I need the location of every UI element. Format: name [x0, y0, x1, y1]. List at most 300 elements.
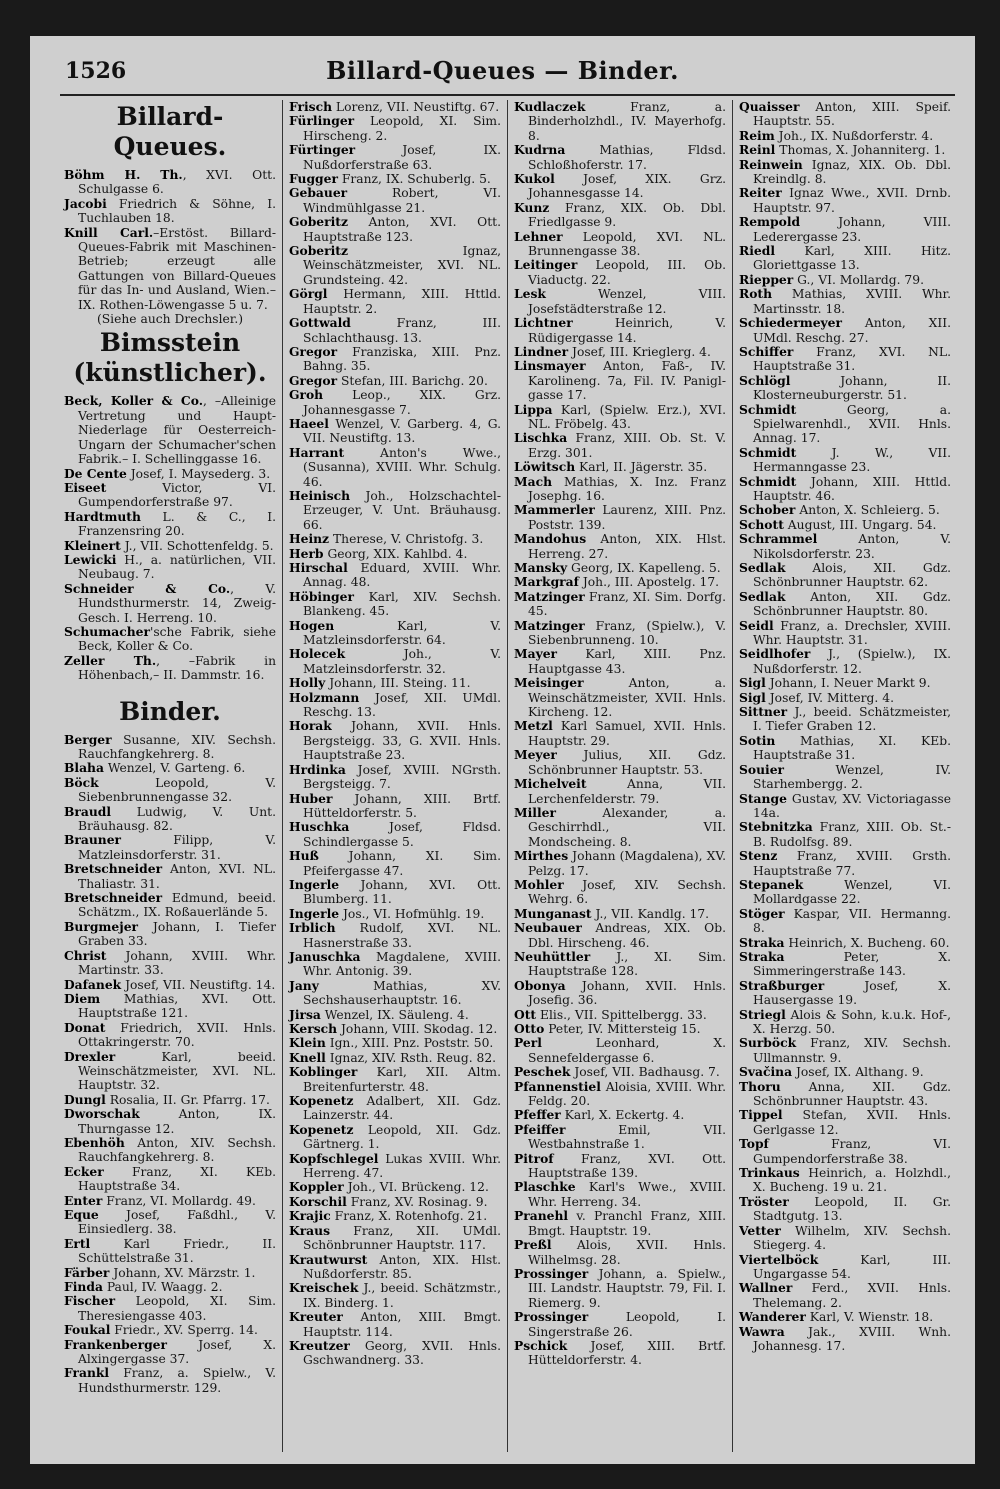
entry-details: Wenzel, IX. Säuleng. 4.: [320, 1007, 469, 1022]
directory-entry: [289, 100, 501, 114]
directory-entry: [64, 625, 276, 654]
entry-details: Peter, IV. Mittersteig 15.: [544, 1022, 701, 1036]
entry-name: Löwitsch: [514, 459, 576, 475]
entry-name: Miller: [514, 804, 556, 820]
directory-entry: [739, 590, 951, 619]
page-number: 1526: [65, 58, 127, 84]
entry-details: Joh., III. Apostelg. 17.: [578, 575, 720, 590]
entry-details: Franziska, XIII. Pnz. Bahng. 35.: [303, 344, 501, 374]
entry-details: Wenzel, V. Garberg. 4, G. VII. Neustiftg. 13.: [303, 416, 501, 446]
entry-details: Anton, XIX. Hlst. Herreng. 27.: [528, 532, 726, 561]
directory-entry: [289, 1051, 501, 1065]
column-1: [60, 100, 282, 1452]
entry-name: Heinz: [289, 531, 330, 547]
entry-details: Mathias, XVIII. Whr. Martinsstr. 18.: [753, 287, 951, 316]
entry-name: Rempold: [739, 214, 801, 230]
entry-name: Neuhüttler: [514, 948, 591, 964]
entry-details: Franz, XIII. Ob. St.-B. Rudolfsg. 89.: [753, 820, 951, 849]
entry-name: Mammerler: [514, 502, 595, 518]
directory-entry: [64, 805, 276, 834]
directory-entry: [64, 1194, 276, 1208]
entry-details: Jak., XVIII. Wnh. Johannesg. 17.: [753, 1324, 951, 1353]
entry-name: Obonya: [514, 977, 566, 993]
directory-entry: [64, 1208, 276, 1237]
directory-entry: [289, 532, 501, 546]
entry-details: G., VI. Mollardg. 79.: [793, 272, 924, 287]
directory-entry: [289, 691, 501, 720]
entry-details: Karl, XIII. Hitz. Gloriettgasse 13.: [753, 244, 951, 273]
directory-entry: [64, 862, 276, 891]
entry-name: Blaha: [64, 760, 104, 776]
directory-entry: [514, 647, 726, 676]
entry-name: Mach: [514, 473, 553, 489]
entry-name: Kreutzer: [289, 1337, 350, 1353]
entry-name: Koblinger: [289, 1064, 358, 1080]
directory-entry: [289, 1094, 501, 1123]
entry-details: Johann (Magdalena), XV. Pelzg. 17.: [528, 849, 726, 878]
entry-details: L. & C., I. Franzensring 20.: [78, 509, 276, 539]
entry-details: Johann, XVII. Hnls. Bergsteigg. 33, G. XVII. Hnls. Hauptstraße 23.: [303, 719, 501, 763]
directory-entry: [739, 287, 951, 316]
entry-name: Irblich: [289, 920, 336, 936]
directory-entry: [514, 201, 726, 230]
directory-entry: [739, 1137, 951, 1166]
directory-entry: [514, 172, 726, 201]
entry-details: Franz, XVI. NL. Hauptstraße 31.: [753, 344, 951, 374]
entry-name: Ecker: [64, 1163, 104, 1179]
entry-details: Anton, XIV. Sechsh. Rauchfangkehrerg. 8.: [78, 1135, 276, 1165]
directory-entry: [514, 575, 726, 589]
entry-details: Adalbert, XII. Gdz. Lainzerstr. 44.: [303, 1094, 501, 1123]
entry-details: Anton, XIX. Hlst. Nußdorferstr. 85.: [303, 1252, 501, 1281]
entry-details: Ign., XIII. Pnz. Poststr. 50.: [325, 1036, 494, 1051]
entry-details: August, III. Ungarg. 54.: [783, 517, 937, 532]
entry-name: Stange: [739, 790, 787, 806]
entry-name: Reim: [739, 127, 775, 143]
entry-name: Kopfschlegel: [289, 1150, 379, 1166]
directory-entry: [739, 532, 951, 561]
page-header: [30, 54, 975, 94]
entry-name: Schiffer: [739, 343, 794, 359]
entry-details: Josef, VII. Neustiftg. 14.: [121, 977, 276, 992]
entry-details: Karl, (Spielw. Erz.), XVI. NL. Fröbelg. 43.: [528, 402, 726, 431]
entry-details: , XVI. Ott. Schulgasse 6.: [78, 168, 276, 197]
entry-details: Robert, VI. Windmühlgasse 21.: [303, 186, 501, 215]
directory-entry: [739, 215, 951, 244]
directory-entry: [289, 979, 501, 1008]
entry-name: Wawra: [739, 1323, 785, 1339]
entry-name: Linsmayer: [514, 358, 586, 374]
entry-details: Josef, IX. Althang. 9.: [792, 1065, 924, 1080]
directory-entry: [289, 647, 501, 676]
entry-name: Kopenetz: [289, 1121, 354, 1137]
entry-name: Goberitz: [289, 243, 348, 259]
directory-entry: [64, 1093, 276, 1107]
directory-entry: [64, 761, 276, 775]
entry-details: Heinrich, a. Holzhdl., X. Bucheng. 19 u. 21.: [753, 1166, 951, 1195]
entry-name: Hirschal: [289, 560, 348, 575]
directory-entry: [514, 1339, 726, 1368]
directory-entry: [739, 1166, 951, 1195]
entry-name: Lewicki: [64, 551, 117, 567]
entry-name: Färber: [64, 1264, 110, 1280]
entry-details: Leopold, V. Siebenbrunnengasse 32.: [78, 775, 276, 805]
entry-details: Karl, XIV. Sechsh. Blankeng. 45.: [303, 589, 501, 619]
column-2: [282, 100, 507, 1452]
section-heading: Billard-Queues.: [113, 102, 227, 161]
directory-entry: [514, 460, 726, 474]
directory-entry: [289, 1253, 501, 1282]
directory-entry: [514, 287, 726, 316]
entry-details: Leopold, I. Singerstraße 26.: [528, 1310, 726, 1339]
entry-details: Karl, X. Eckertg. 4.: [560, 1108, 685, 1123]
entry-details: Johann, XI. Sim. Pfeifergasse 47.: [303, 849, 501, 878]
directory-entry: [64, 1280, 276, 1294]
entry-name: Wanderer: [739, 1309, 806, 1325]
entry-details: Mathias, Fldsd. Schloßhoferstr. 17.: [528, 143, 726, 172]
entry-name: Heinisch: [289, 487, 351, 503]
entry-name: Svačina: [739, 1064, 793, 1080]
directory-entry: [514, 316, 726, 345]
directory-entry: [514, 979, 726, 1008]
entry-details: Franz, XIX. Ob. Dbl. Friedlgasse 9.: [528, 200, 726, 230]
directory-entry: [514, 431, 726, 460]
directory-entry: [64, 467, 276, 481]
directory-entry: [739, 345, 951, 374]
column-4: [732, 100, 957, 1452]
entry-details: Hermann, XIII. Httld. Hauptstr. 2.: [303, 287, 501, 316]
directory-entry: [514, 1238, 726, 1267]
directory-entry: [289, 143, 501, 172]
directory-entry: [739, 763, 951, 792]
entry-name: Krajic: [289, 1208, 331, 1224]
directory-entry: [289, 1180, 501, 1194]
directory-entry: [739, 374, 951, 403]
entry-name: Riedl: [739, 243, 775, 259]
entry-details: Franz, a. Spielw., V. Hundsthurmerstr. 129.: [78, 1366, 276, 1395]
directory-entry: [64, 168, 276, 197]
directory-entry: [289, 1339, 501, 1368]
entry-name: Sittner: [739, 704, 788, 720]
directory-entry: [514, 1065, 726, 1079]
entry-name: Markgraf: [514, 574, 579, 590]
entry-details: Stefan, III. Barichg. 20.: [337, 373, 488, 388]
entry-name: Surböck: [739, 1035, 797, 1051]
entry-details: J. W., VII. Hermanngasse 23.: [753, 445, 951, 475]
entry-details: Mathias, XVI. Ott. Hauptstraße 121.: [78, 991, 276, 1021]
directory-entry: [514, 503, 726, 532]
entry-details: Joh., IX. Nußdorferstr. 4.: [774, 128, 934, 143]
directory-entry: [289, 1008, 501, 1022]
directory-entry: [514, 1267, 726, 1310]
entry-name: Ingerle: [289, 905, 340, 921]
directory-entry: [289, 1152, 501, 1181]
entry-details: Friedrich & Söhne, I. Tuchlauben 18.: [78, 196, 276, 226]
entry-details: Anton's Wwe., (Susanna), XVIII. Whr. Schulg. 46.: [303, 445, 501, 489]
directory-entry: [289, 489, 501, 532]
directory-entry: [64, 1323, 276, 1337]
directory-entry: [64, 1165, 276, 1194]
entry-name: Berger: [64, 731, 112, 747]
entry-name: Straka: [739, 934, 785, 950]
entry-name: Jirsa: [289, 1006, 321, 1022]
entry-name: Schmidt: [739, 444, 797, 460]
entry-details: Jos., VI. Hofmühlg. 19.: [339, 906, 485, 921]
entry-name: Perl: [514, 1035, 542, 1051]
entry-details: Franz, VI. Mollardg. 49.: [102, 1193, 256, 1208]
entry-name: Dworschak: [64, 1106, 140, 1122]
directory-entry: [289, 763, 501, 792]
entry-name: Ebenhöh: [64, 1134, 125, 1150]
entry-details: J., VII. Schottenfeldg. 5.: [120, 538, 274, 553]
directory-entry: [64, 197, 276, 226]
directory-entry: [64, 833, 276, 862]
directory-entry: [289, 1310, 501, 1339]
directory-entry: [739, 129, 951, 143]
entry-name: Klein: [289, 1035, 326, 1051]
entry-details: Victor, VI. Gumpendorferstraße 97.: [78, 480, 276, 510]
entry-name: Stenz: [739, 848, 778, 864]
entry-name: Lindner: [514, 343, 569, 359]
entry-details: Wenzel, IV. Starhembergg. 2.: [753, 762, 951, 792]
entry-details: Franz, VI. Gumpendorferstraße 38.: [753, 1137, 951, 1166]
directory-entry: [289, 878, 501, 907]
entry-name: Stöger: [739, 905, 785, 921]
entry-name: Schmidt: [739, 401, 797, 417]
cross-reference-note: (Siehe auch Drechsler.): [96, 312, 244, 327]
entry-details: Franz, IX. Schuberlg. 5.: [337, 172, 491, 187]
entry-details: Johann, XVIII. Whr. Martinstr. 33.: [78, 948, 276, 978]
entry-name: Neubauer: [514, 920, 582, 936]
entry-details: Johann, XVII. Hnls. Josefig. 36.: [528, 978, 726, 1008]
entry-details: Karl, V. Matzleinsdorferstr. 64.: [303, 618, 501, 648]
entry-name: Reinl: [739, 142, 776, 158]
directory-entry: [289, 446, 501, 489]
directory-entry: [514, 359, 726, 402]
directory-entry: [64, 553, 276, 582]
entry-details: Laurenz, XIII. Pnz. Poststr. 139.: [528, 503, 726, 532]
entry-details: Ignaz Wwe., XVII. Drnb. Hauptstr. 97.: [753, 186, 951, 215]
directory-entry: [289, 345, 501, 374]
entry-name: Riepper: [739, 271, 794, 287]
directory-entry: [739, 316, 951, 345]
entry-details: J., VII. Kandlg. 17.: [591, 906, 710, 921]
entry-details: Ignaz, XIX. Ob. Dbl. Kreindlg. 8.: [753, 157, 951, 187]
entry-name: Plaschke: [514, 1179, 576, 1195]
entry-name: Seidlhofer: [739, 646, 811, 662]
entry-details: Josef, III. Krieglerg. 4.: [568, 344, 711, 359]
directory-entry: [514, 1310, 726, 1339]
entry-details: Anna, VII. Lerchenfelderstr. 79.: [528, 777, 726, 806]
entry-details: Franz, XVIII. Grsth. Hauptstraße 77.: [753, 849, 951, 878]
directory-entry: [289, 676, 501, 690]
entry-details: Heinrich, V. Rüdigergasse 14.: [528, 316, 726, 345]
entry-name: Zeller Th.: [64, 652, 157, 668]
entry-details: Ignaz, Weinschätzmeister, XVI. NL. Grundsteing. 42.: [303, 244, 501, 287]
entry-details: Josef, Fldsd. Schindlergasse 5.: [303, 820, 501, 849]
entry-details: Joh., Holzschachtel-Erzeuger, V. Unt. Bräuhausg. 66.: [303, 488, 501, 532]
directory-entry: [289, 820, 501, 849]
entry-name: Michelveit: [514, 776, 587, 792]
entry-details: –Erstöst. Billard-Queues-Fabrik mit Maschinen-Betrieb; erzeugt alle Gattungen von Billard-Queues für das In- und Ausland, Wien.– IX. Rothen-Löwengasse 5 u. 7.: [78, 225, 276, 312]
entry-name: Meyer: [514, 747, 557, 763]
directory-entry: [289, 1195, 501, 1209]
entry-details: Leopold, XI. Sim. Hirscheng. 2.: [303, 114, 501, 143]
entry-details: Anton, XII. UMdl. Reschg. 27.: [753, 316, 951, 345]
directory-entry: [289, 950, 501, 979]
entry-details: Ludwig, V. Unt. Bräuhausg. 82.: [78, 804, 276, 834]
directory-entry: [514, 230, 726, 259]
directory-entry: [514, 475, 726, 504]
directory-entry: [514, 950, 726, 979]
entry-name: Mayer: [514, 646, 558, 662]
directory-entry: [739, 1325, 951, 1354]
directory-entry: [289, 417, 501, 446]
entry-name: Hardtmuth: [64, 508, 141, 524]
entry-name: Leitinger: [514, 257, 578, 273]
entry-name: Bretschneider: [64, 890, 163, 906]
entry-details: Leopold, II. Gr. Stadtgutg. 13.: [753, 1194, 951, 1224]
entry-details: Anton, XIII. Speif. Hauptstr. 55.: [753, 100, 951, 129]
entry-details: Aloisia, XVIII. Whr. Feldg. 20.: [528, 1079, 726, 1109]
entry-details: Leopold, III. Ob. Viaductg. 22.: [528, 258, 726, 287]
entry-details: Johann, a. Spielw., III. Landstr. Hauptstr. 79, Fil. I. Riemerg. 9.: [528, 1266, 726, 1310]
directory-entry: [739, 820, 951, 849]
entry-name: Knell: [289, 1049, 326, 1065]
directory-entry: [289, 1224, 501, 1253]
entry-name: Lippa: [514, 401, 553, 417]
entry-name: Straka: [739, 948, 785, 964]
directory-entry: [289, 215, 501, 244]
entry-name: Pfeiffer: [514, 1121, 566, 1137]
directory-entry: [739, 561, 951, 590]
entry-name: Kudlaczek: [514, 100, 586, 114]
entry-name: Lischka: [514, 430, 568, 446]
entry-details: Magdalene, XVIII. Whr. Antonig. 39.: [303, 949, 501, 979]
entry-details: 'sche Fabrik, siehe Beck, Koller & Co.: [78, 624, 276, 654]
directory-entry: [739, 878, 951, 907]
entry-details: Alois & Sohn, k.u.k. Hof-, X. Herzg. 50.: [753, 1007, 951, 1036]
directory-entry: [739, 244, 951, 273]
entry-details: Leonhard, X. Sennefeldergasse 6.: [528, 1036, 726, 1065]
directory-entry: [739, 158, 951, 187]
entry-details: Emil, VII. Westbahnstraße 1.: [528, 1122, 726, 1152]
directory-entry: [64, 1021, 276, 1050]
entry-details: Anton, V. Nikolsdorferstr. 23.: [753, 532, 951, 561]
directory-entry: [64, 1294, 276, 1323]
entry-name: Vetter: [739, 1222, 781, 1238]
directory-entry: [514, 1080, 726, 1109]
entry-details: Stefan, XVII. Hnls. Gerlgasse 12.: [753, 1108, 951, 1137]
directory-entry: [739, 734, 951, 763]
directory-entry: [64, 582, 276, 625]
directory-entry: [739, 1080, 951, 1109]
entry-name: Tippel: [739, 1107, 783, 1123]
entry-name: Mohler: [514, 876, 564, 892]
entry-details: Georg, a. Spielwarenhdl., XVII. Hnls. Annag. 17.: [753, 402, 951, 446]
directory-entry: [739, 1224, 951, 1253]
entry-details: Josef, XIX. Grz. Johannesgasse 14.: [528, 172, 726, 201]
directory-entry: [64, 920, 276, 949]
entry-name: Beck, Koller & Co.: [64, 393, 203, 409]
entry-name: Matzinger: [514, 617, 585, 633]
entry-details: Franz, (Spielw.), V. Siebenbrunneng. 10.: [528, 618, 726, 648]
entry-name: Schiedermeyer: [739, 315, 842, 331]
entry-details: Anna, XII. Gdz. Schönbrunner Hauptstr. 43.: [753, 1079, 951, 1109]
entry-name: Ertl: [64, 1235, 91, 1251]
directory-entry: [739, 1195, 951, 1224]
entry-details: Lorenz, VII. Neustiftg. 67.: [332, 100, 500, 114]
entry-details: Johann, XVI. Ott. Blumberg. 11.: [303, 877, 501, 907]
entry-name: Huber: [289, 790, 333, 806]
directory-entry: [739, 1036, 951, 1065]
entry-name: Lesk: [514, 286, 546, 302]
entry-name: Foukal: [64, 1322, 111, 1338]
entry-details: Susanne, XIV. Sechsh. Rauchfangkehrerg. 8.: [78, 732, 276, 761]
directory-entry: [64, 1266, 276, 1280]
directory-entry: [289, 1065, 501, 1094]
entry-name: Frankenberger: [64, 1336, 167, 1352]
entry-details: Karl, XII. Altm. Breitenfurterstr. 48.: [303, 1065, 501, 1094]
entry-name: Kudrna: [514, 142, 566, 158]
entry-name: Horak: [289, 718, 332, 734]
entry-name: Gregor: [289, 343, 338, 359]
entry-name: Fürlinger: [289, 113, 355, 129]
entry-name: Mirthes: [514, 848, 569, 864]
entry-name: Roth: [739, 286, 773, 302]
directory-entry: [289, 849, 501, 878]
entry-name: Kopenetz: [289, 1093, 354, 1109]
entry-details: Karl, beeid. Weinschätzmeister, XVI. NL. Hauptstr. 32.: [78, 1049, 276, 1093]
entry-name: Matzinger: [514, 588, 585, 604]
entry-name: Harrant: [289, 444, 345, 460]
entry-details: Franz, XIV. Sechsh. Ullmannstr. 9.: [753, 1036, 951, 1065]
directory-entry: [739, 676, 951, 690]
directory-entry: [64, 654, 276, 683]
entry-name: Jacobi: [64, 195, 107, 211]
entry-name: Otto: [514, 1021, 545, 1036]
entry-name: Stebnitzka: [739, 819, 813, 835]
entry-name: Souier: [739, 761, 784, 777]
entry-details: Joh., VI. Brückeng. 12.: [343, 1180, 489, 1195]
directory-entry: [514, 907, 726, 921]
entry-details: Franz, X. Rotenhofg. 21.: [330, 1209, 488, 1224]
entry-name: Burgmejer: [64, 918, 138, 934]
directory-entry: [514, 777, 726, 806]
entry-name: Hogen: [289, 617, 335, 633]
directory-entry: [739, 705, 951, 734]
directory-entry: [64, 1107, 276, 1136]
entry-name: Reinwein: [739, 156, 803, 172]
entry-details: Karl, II. Jägerstr. 35.: [575, 460, 708, 475]
directory-entry: [289, 374, 501, 388]
header-rule: [60, 94, 955, 96]
entry-name: Bretschneider: [64, 861, 163, 877]
directory-entry: [514, 806, 726, 849]
directory-entry: [64, 1366, 276, 1395]
entry-name: Böhm H. Th.: [64, 167, 183, 182]
directory-entry: [739, 647, 951, 676]
directory-entry: [64, 1237, 276, 1266]
entry-name: Sigl: [739, 675, 766, 691]
entry-details: , –Fabrik in Höhenbach,– II. Dammstr. 16.: [78, 653, 276, 683]
entry-name: Preßl: [514, 1237, 552, 1253]
directory-entry: [289, 316, 501, 345]
directory-entry: [514, 1152, 726, 1181]
section-heading: Binder.: [119, 696, 221, 726]
entry-name: Goberitz: [289, 214, 348, 230]
directory-entry: [289, 792, 501, 821]
